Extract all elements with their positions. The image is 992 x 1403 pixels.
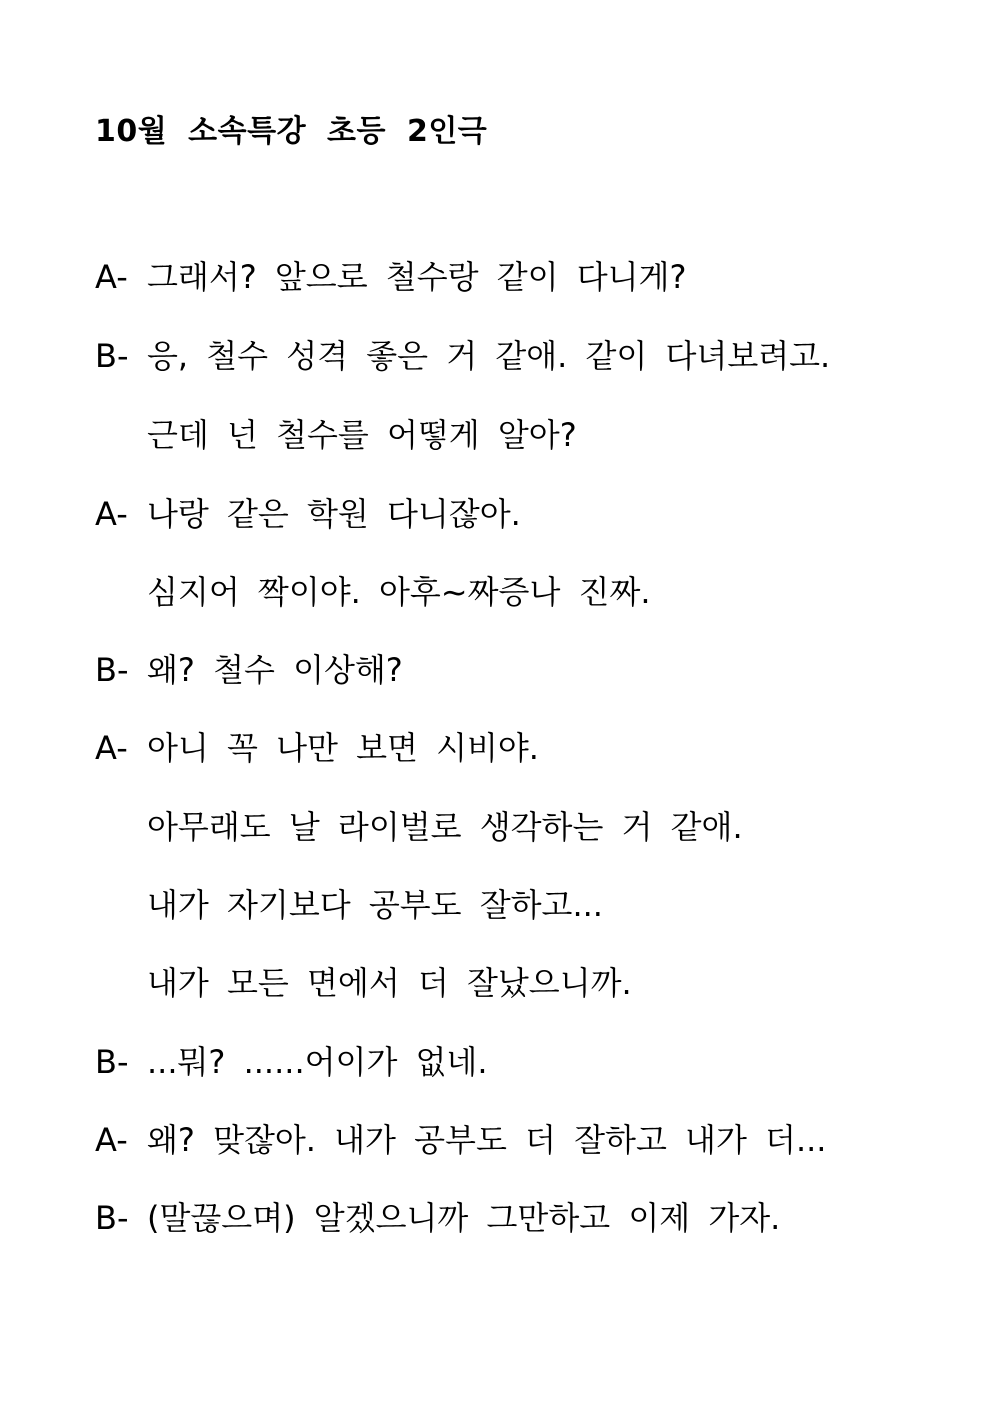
dialogue-line <box>95 1118 826 1162</box>
dialogue-text: 응, 철수 성격 좋은 거 같애. 같이 다녀보려고. <box>147 337 831 375</box>
dialogue-text: (말끊으며) 알겠으니까 그만하고 이제 가자. <box>147 1199 781 1237</box>
speaker-label: A- <box>95 258 128 296</box>
dialogue-line <box>95 805 743 849</box>
dialogue-line <box>95 413 577 457</box>
document-title: 10월 소속특강 초등 2인극 <box>95 114 488 149</box>
dialogue-text: 왜? 철수 이상해? <box>147 651 403 689</box>
dialogue-line <box>95 334 830 378</box>
dialogue-line <box>95 961 632 1005</box>
speaker-label: A- <box>95 495 128 533</box>
dialogue-text: 근데 넌 철수를 어떻게 알아? <box>147 416 577 454</box>
dialogue-line <box>95 726 539 770</box>
speaker-label: B- <box>95 1043 129 1081</box>
dialogue-text: 왜? 맞잖아. 내가 공부도 더 잘하고 내가 더... <box>147 1121 827 1159</box>
dialogue-line <box>95 255 686 299</box>
dialogue-line <box>95 570 651 614</box>
dialogue-line <box>95 1040 488 1084</box>
dialogue-line <box>95 883 603 927</box>
speaker-label: B- <box>95 337 129 375</box>
dialogue-text: 그래서? 앞으로 철수랑 같이 다니게? <box>147 258 687 296</box>
dialogue-line <box>95 648 403 692</box>
speaker-label: B- <box>95 1199 129 1237</box>
dialogue-text: 아니 꼭 나만 보면 시비야. <box>147 729 539 767</box>
speaker-label: B- <box>95 651 129 689</box>
dialogue-text: 나랑 같은 학원 다니잖아. <box>147 495 521 533</box>
speaker-label: A- <box>95 729 128 767</box>
dialogue-text: 내가 모든 면에서 더 잘났으니까. <box>147 964 632 1002</box>
dialogue-line <box>95 492 521 536</box>
dialogue-text: ...뭐? ......어이가 없네. <box>147 1043 488 1081</box>
dialogue-text: 심지어 짝이야. 아후~짜증나 진짜. <box>147 573 651 611</box>
dialogue-line <box>95 1196 780 1240</box>
dialogue-text: 내가 자기보다 공부도 잘하고... <box>147 886 603 924</box>
speaker-label: A- <box>95 1121 128 1159</box>
dialogue-text: 아무래도 날 라이벌로 생각하는 거 같애. <box>147 808 743 846</box>
